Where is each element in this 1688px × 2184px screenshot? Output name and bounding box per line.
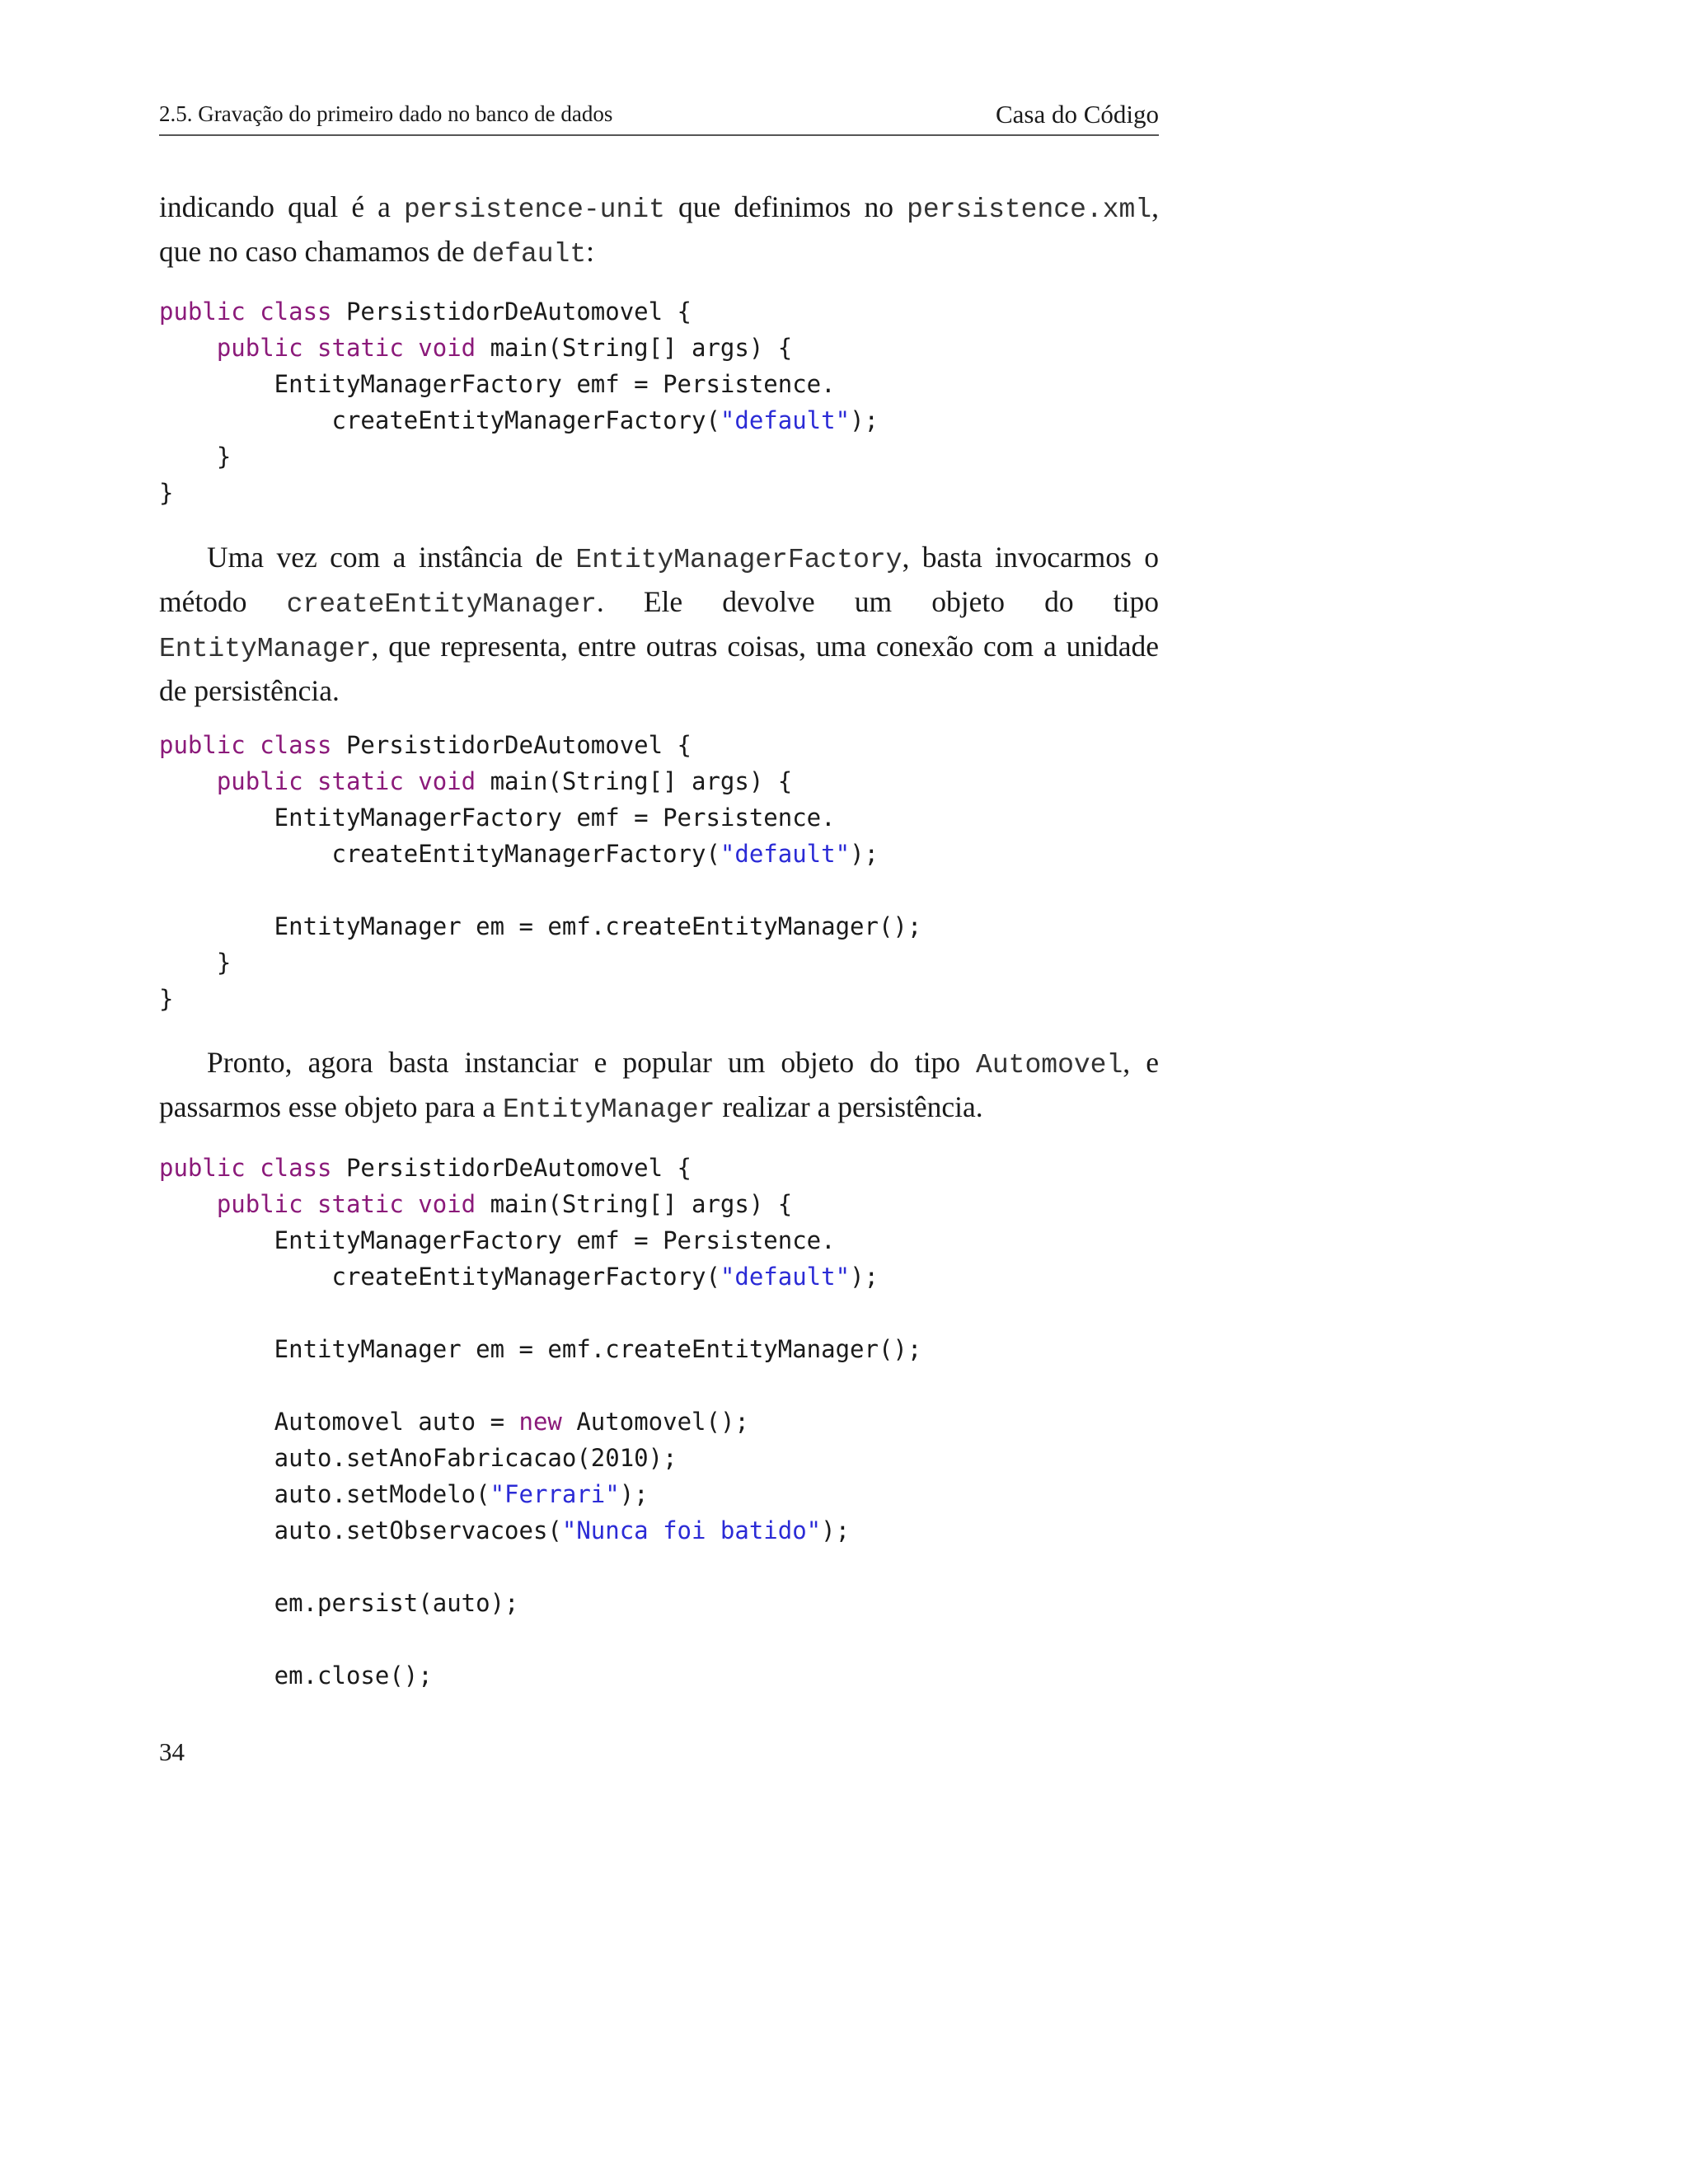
code-line bbox=[159, 949, 231, 977]
code-line bbox=[159, 1589, 519, 1617]
code-line bbox=[159, 1226, 836, 1254]
code-line bbox=[159, 298, 692, 326]
code-line bbox=[159, 443, 231, 471]
inline-code: createEntityManager bbox=[286, 589, 597, 620]
code-text: em.close(); bbox=[159, 1661, 433, 1690]
code-keyword: public class bbox=[159, 298, 332, 326]
code-line bbox=[159, 1516, 850, 1544]
inline-code: EntityManager bbox=[503, 1094, 715, 1125]
code-line bbox=[159, 1190, 792, 1218]
code-keyword: new bbox=[518, 1408, 562, 1436]
paragraph-1 bbox=[159, 186, 1159, 275]
code-text: auto.setModelo( bbox=[159, 1480, 490, 1508]
code-line bbox=[159, 1335, 921, 1363]
code-text: EntityManagerFactory emf = Persistence. bbox=[159, 1226, 836, 1254]
code-text: PersistidorDeAutomovel { bbox=[331, 731, 692, 759]
code-text: } bbox=[159, 479, 174, 507]
inline-code: persistence-unit bbox=[404, 194, 665, 225]
code-text: auto.setObservacoes( bbox=[159, 1516, 562, 1544]
code-keyword: public class bbox=[159, 1154, 332, 1182]
code-text: EntityManagerFactory emf = Persistence. bbox=[159, 370, 836, 398]
code-line bbox=[159, 767, 792, 795]
code-string: "default" bbox=[720, 1263, 851, 1291]
code-line bbox=[159, 985, 173, 1013]
text: , que no caso chamamos de bbox=[159, 190, 1159, 268]
code-text: ); bbox=[821, 1516, 851, 1544]
code-text: } bbox=[159, 949, 232, 977]
code-text: em.persist(auto); bbox=[159, 1589, 519, 1617]
code-text: } bbox=[159, 985, 174, 1013]
code-text: ); bbox=[850, 840, 879, 868]
paragraph-2 bbox=[159, 537, 1159, 711]
running-head bbox=[159, 101, 1159, 136]
code-text: Automovel(); bbox=[561, 1408, 749, 1436]
text: indicando qual é a bbox=[159, 190, 405, 223]
code-line bbox=[159, 731, 692, 759]
code-text: createEntityManagerFactory( bbox=[159, 840, 720, 868]
inline-code: default bbox=[471, 239, 587, 269]
text: Pronto, agora basta instanciar e popular um objeto do tipo bbox=[207, 1046, 977, 1079]
text: que definimos no bbox=[664, 190, 907, 223]
inline-code: persistence.xml bbox=[907, 194, 1152, 225]
code-keyword: public static void bbox=[216, 334, 476, 362]
text: , e passarmos esse objeto para a bbox=[159, 1046, 1159, 1123]
code-text: auto.setAnoFabricacao(2010); bbox=[159, 1444, 678, 1472]
code-line bbox=[159, 912, 921, 940]
code-line bbox=[159, 370, 836, 398]
code-line bbox=[159, 1480, 649, 1508]
inline-code: EntityManagerFactory bbox=[575, 545, 903, 575]
code-text: ); bbox=[850, 1263, 879, 1291]
code-text: ); bbox=[619, 1480, 649, 1508]
code-line bbox=[159, 1661, 433, 1690]
code-line bbox=[159, 1408, 749, 1436]
text: , que representa, entre outras coisas, uma conexão com a unidade de persistência. bbox=[159, 630, 1159, 707]
code-block-3 bbox=[159, 1150, 921, 1694]
code-text: main(String[] args) { bbox=[476, 1190, 793, 1218]
code-text: } bbox=[159, 443, 232, 471]
text: : bbox=[586, 235, 595, 268]
code-block-2 bbox=[159, 727, 921, 1017]
code-text: ); bbox=[850, 406, 879, 434]
page-number: 34 bbox=[159, 1737, 185, 1766]
code-string: "default" bbox=[720, 406, 851, 434]
text: Uma vez com a instância de bbox=[207, 541, 576, 574]
text: , basta invocarmos o método bbox=[159, 541, 1159, 618]
code-line bbox=[159, 479, 173, 507]
code-text: EntityManager em = emf.createEntityManager(); bbox=[159, 912, 922, 940]
code-text: createEntityManagerFactory( bbox=[159, 1263, 720, 1291]
code-text: EntityManager em = emf.createEntityManager(); bbox=[159, 1335, 922, 1363]
code-line bbox=[159, 406, 879, 434]
code-text: Automovel auto = bbox=[159, 1408, 519, 1436]
book-title: Casa do Código bbox=[995, 100, 1159, 129]
code-line bbox=[159, 334, 792, 362]
code-line bbox=[159, 1154, 692, 1182]
section-title: 2.5. Gravação do primeiro dado no banco de dados bbox=[159, 101, 613, 126]
code-text: main(String[] args) { bbox=[476, 767, 793, 795]
paragraph-3 bbox=[159, 1042, 1159, 1131]
code-string: "default" bbox=[720, 840, 851, 868]
code-text: main(String[] args) { bbox=[476, 334, 793, 362]
code-string: "Nunca foi batido" bbox=[561, 1516, 822, 1544]
code-line bbox=[159, 804, 836, 832]
code-keyword: public static void bbox=[216, 1190, 476, 1218]
code-line bbox=[159, 840, 879, 868]
code-text: PersistidorDeAutomovel { bbox=[331, 1154, 692, 1182]
code-keyword: public static void bbox=[216, 767, 476, 795]
text: realizar a persistência. bbox=[715, 1090, 983, 1123]
code-string: "Ferrari" bbox=[490, 1480, 620, 1508]
text: . Ele devolve um objeto do tipo bbox=[596, 585, 1159, 618]
code-line bbox=[159, 1444, 678, 1472]
inline-code: EntityManager bbox=[159, 634, 372, 664]
code-text: PersistidorDeAutomovel { bbox=[331, 298, 692, 326]
inline-code: Automovel bbox=[976, 1050, 1123, 1080]
code-text: EntityManagerFactory emf = Persistence. bbox=[159, 804, 836, 832]
code-block-1 bbox=[159, 293, 879, 511]
code-keyword: public class bbox=[159, 731, 332, 759]
code-text: createEntityManagerFactory( bbox=[159, 406, 720, 434]
code-line bbox=[159, 1263, 879, 1291]
